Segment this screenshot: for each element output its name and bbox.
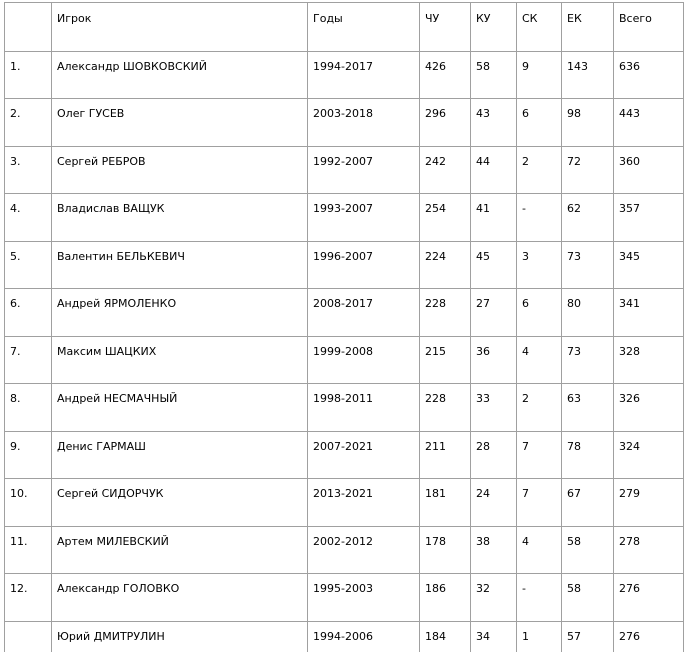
cell-years: 1992-2007: [308, 146, 420, 194]
cell-sk: 2: [517, 146, 562, 194]
cell-ku: 28: [471, 431, 517, 479]
table-header-row: [5, 3, 684, 52]
table-row: [5, 384, 684, 432]
cell-chu: 181: [420, 479, 471, 527]
cell-chu: 215: [420, 336, 471, 384]
header-cell-rank: [5, 3, 52, 52]
header-cell-years: Годы: [308, 3, 420, 52]
cell-total: 326: [614, 384, 684, 432]
cell-ek: 73: [562, 336, 614, 384]
cell-total: 276: [614, 574, 684, 622]
cell-ku: 38: [471, 526, 517, 574]
cell-ku: 32: [471, 574, 517, 622]
cell-years: 1998-2011: [308, 384, 420, 432]
cell-total: 443: [614, 99, 684, 147]
header-cell-chu: ЧУ: [420, 3, 471, 52]
cell-ek: 57: [562, 621, 614, 652]
cell-ku: 24: [471, 479, 517, 527]
cell-player: Сергей РЕБРОВ: [52, 146, 308, 194]
table-row: [5, 431, 684, 479]
cell-sk: 4: [517, 336, 562, 384]
cell-sk: 7: [517, 479, 562, 527]
cell-ku: 36: [471, 336, 517, 384]
cell-total: 636: [614, 51, 684, 99]
header-cell-ku: КУ: [471, 3, 517, 52]
cell-sk: 7: [517, 431, 562, 479]
cell-player: Артем МИЛЕВСКИЙ: [52, 526, 308, 574]
cell-chu: 184: [420, 621, 471, 652]
table-row: [5, 574, 684, 622]
cell-ek: 73: [562, 241, 614, 289]
cell-years: 1994-2017: [308, 51, 420, 99]
cell-chu: 211: [420, 431, 471, 479]
table-row: [5, 526, 684, 574]
cell-chu: 426: [420, 51, 471, 99]
cell-total: 328: [614, 336, 684, 384]
cell-rank: 5.: [5, 241, 52, 289]
cell-rank: 7.: [5, 336, 52, 384]
cell-player: Денис ГАРМАШ: [52, 431, 308, 479]
cell-ek: 63: [562, 384, 614, 432]
cell-ek: 98: [562, 99, 614, 147]
table-row: [5, 99, 684, 147]
cell-chu: 178: [420, 526, 471, 574]
cell-ek: 143: [562, 51, 614, 99]
header-cell-player: Игрок: [52, 3, 308, 52]
table-row: [5, 241, 684, 289]
table-row: [5, 51, 684, 99]
cell-ku: 34: [471, 621, 517, 652]
cell-rank: 10.: [5, 479, 52, 527]
cell-ku: 58: [471, 51, 517, 99]
cell-sk: -: [517, 194, 562, 242]
cell-rank: 6.: [5, 289, 52, 337]
cell-sk: -: [517, 574, 562, 622]
cell-ku: 41: [471, 194, 517, 242]
cell-total: 345: [614, 241, 684, 289]
cell-ek: 72: [562, 146, 614, 194]
table-row: [5, 621, 684, 652]
cell-total: 279: [614, 479, 684, 527]
cell-ku: 33: [471, 384, 517, 432]
cell-years: 1993-2007: [308, 194, 420, 242]
cell-years: 2008-2017: [308, 289, 420, 337]
table-body: [5, 3, 684, 652]
cell-rank: [5, 621, 52, 652]
cell-years: 2013-2021: [308, 479, 420, 527]
cell-total: 360: [614, 146, 684, 194]
cell-chu: 228: [420, 384, 471, 432]
cell-rank: 2.: [5, 99, 52, 147]
header-cell-ek: ЕК: [562, 3, 614, 52]
cell-ku: 45: [471, 241, 517, 289]
cell-total: 276: [614, 621, 684, 652]
cell-ek: 80: [562, 289, 614, 337]
cell-years: 1995-2003: [308, 574, 420, 622]
cell-total: 357: [614, 194, 684, 242]
table-row: [5, 146, 684, 194]
cell-ek: 58: [562, 526, 614, 574]
players-table: [4, 2, 684, 652]
cell-sk: 9: [517, 51, 562, 99]
cell-chu: 242: [420, 146, 471, 194]
table-row: [5, 289, 684, 337]
cell-years: 2007-2021: [308, 431, 420, 479]
cell-ek: 58: [562, 574, 614, 622]
cell-player: Валентин БЕЛЬКЕВИЧ: [52, 241, 308, 289]
header-cell-total: Всего: [614, 3, 684, 52]
cell-ku: 43: [471, 99, 517, 147]
cell-ku: 44: [471, 146, 517, 194]
cell-ek: 67: [562, 479, 614, 527]
cell-ku: 27: [471, 289, 517, 337]
cell-sk: 4: [517, 526, 562, 574]
cell-total: 341: [614, 289, 684, 337]
header-cell-sk: СК: [517, 3, 562, 52]
table-row: [5, 336, 684, 384]
cell-rank: 8.: [5, 384, 52, 432]
cell-ek: 62: [562, 194, 614, 242]
cell-player: Олег ГУСЕВ: [52, 99, 308, 147]
cell-sk: 6: [517, 289, 562, 337]
cell-years: 2003-2018: [308, 99, 420, 147]
cell-player: Владислав ВАЩУК: [52, 194, 308, 242]
cell-player: Сергей СИДОРЧУК: [52, 479, 308, 527]
cell-chu: 254: [420, 194, 471, 242]
cell-years: 1994-2006: [308, 621, 420, 652]
cell-player: Андрей НЕСМАЧНЫЙ: [52, 384, 308, 432]
cell-sk: 3: [517, 241, 562, 289]
cell-years: 2002-2012: [308, 526, 420, 574]
cell-chu: 186: [420, 574, 471, 622]
table-row: [5, 479, 684, 527]
cell-rank: 9.: [5, 431, 52, 479]
cell-player: Александр ГОЛОВКО: [52, 574, 308, 622]
cell-rank: 11.: [5, 526, 52, 574]
cell-years: 1999-2008: [308, 336, 420, 384]
cell-years: 1996-2007: [308, 241, 420, 289]
cell-total: 278: [614, 526, 684, 574]
cell-player: Александр ШОВКОВСКИЙ: [52, 51, 308, 99]
cell-rank: 1.: [5, 51, 52, 99]
cell-chu: 228: [420, 289, 471, 337]
table-row: [5, 194, 684, 242]
cell-sk: 1: [517, 621, 562, 652]
cell-player: Максим ШАЦКИХ: [52, 336, 308, 384]
cell-chu: 224: [420, 241, 471, 289]
cell-rank: 12.: [5, 574, 52, 622]
cell-player: Юрий ДМИТРУЛИН: [52, 621, 308, 652]
cell-total: 324: [614, 431, 684, 479]
cell-rank: 4.: [5, 194, 52, 242]
cell-player: Андрей ЯРМОЛЕНКО: [52, 289, 308, 337]
cell-sk: 6: [517, 99, 562, 147]
cell-ek: 78: [562, 431, 614, 479]
cell-rank: 3.: [5, 146, 52, 194]
cell-chu: 296: [420, 99, 471, 147]
cell-sk: 2: [517, 384, 562, 432]
